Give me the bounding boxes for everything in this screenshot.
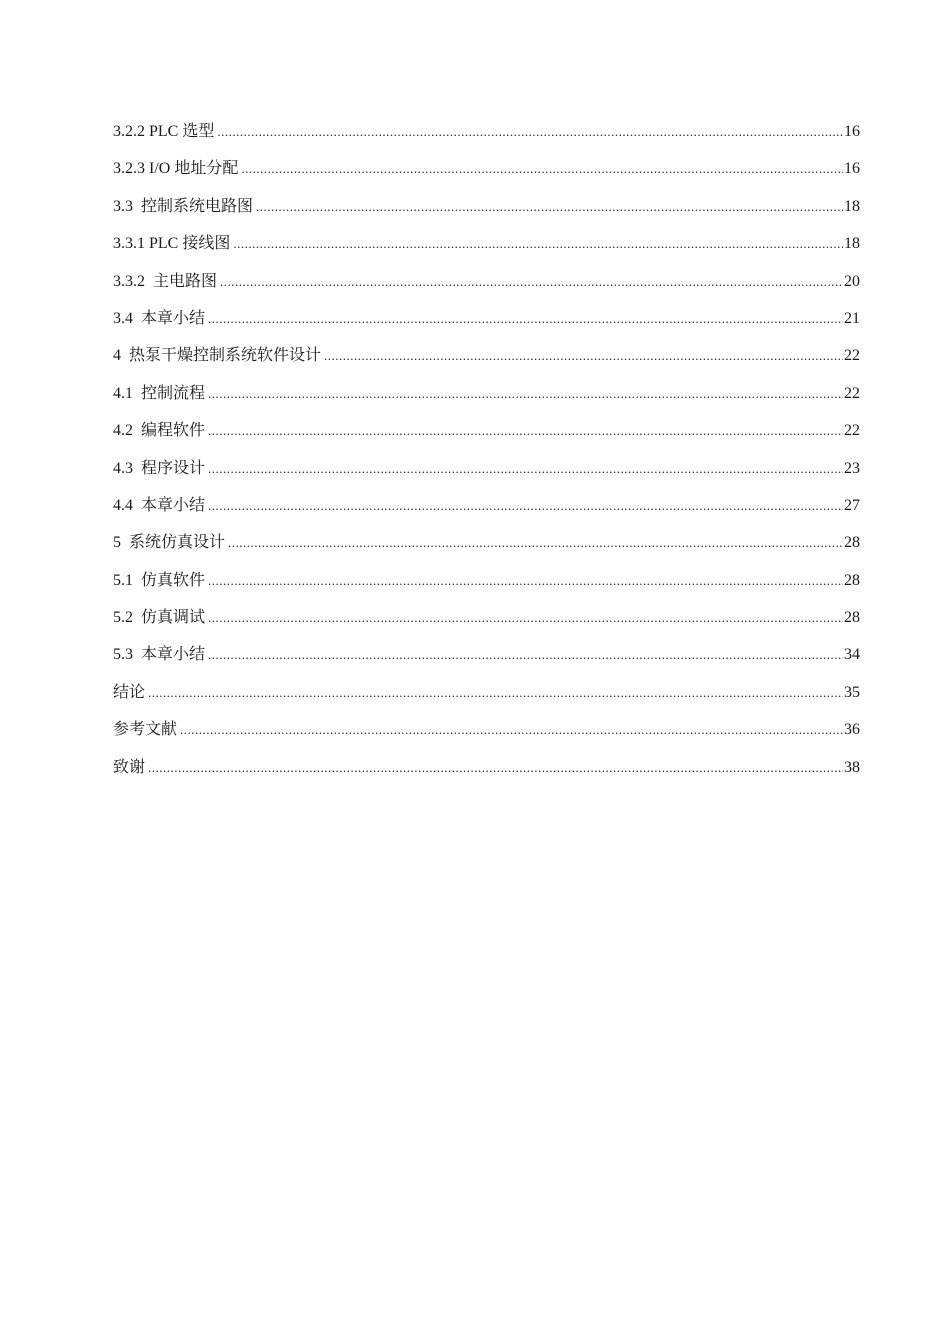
toc-entry-label: 3.3 控制系统电路图: [113, 197, 254, 215]
toc-entry-page: 27: [844, 496, 860, 514]
toc-entry-label: 3.4 本章小结: [113, 309, 206, 327]
toc-entry[interactable]: [113, 230, 860, 267]
table-of-contents: [113, 118, 860, 791]
toc-entry-page: 22: [844, 384, 860, 402]
toc-entry-page: 34: [844, 646, 860, 664]
toc-entry[interactable]: [113, 754, 860, 791]
toc-entry[interactable]: [113, 118, 860, 155]
toc-entry-label: 4.4 本章小结: [113, 496, 206, 514]
toc-entry-label: 4.3 程序设计: [113, 459, 206, 477]
toc-entry-page: 35: [844, 683, 860, 701]
toc-entry[interactable]: [113, 492, 860, 529]
toc-entry[interactable]: [113, 641, 860, 678]
toc-entry[interactable]: [113, 268, 860, 305]
toc-leader-dots: [208, 455, 843, 483]
toc-leader-dots: [324, 342, 843, 370]
toc-leader-dots: [180, 716, 843, 744]
toc-leader-dots: [208, 641, 843, 669]
toc-entry[interactable]: [113, 193, 860, 230]
toc-entry-label: 3.2.3 I/O 地址分配: [113, 160, 239, 178]
toc-entry-page: 38: [844, 758, 860, 776]
toc-entry[interactable]: [113, 380, 860, 417]
toc-entry-page: 28: [844, 609, 860, 627]
toc-leader-dots: [208, 417, 843, 445]
toc-leader-dots: [148, 679, 843, 707]
toc-leader-dots: [241, 155, 843, 183]
toc-entry[interactable]: [113, 305, 860, 342]
toc-leader-dots: [233, 230, 843, 258]
toc-entry-label: 4.1 控制流程: [113, 384, 206, 402]
toc-entry[interactable]: [113, 155, 860, 192]
toc-entry-page: 16: [844, 160, 860, 178]
toc-entry-label: 5 系统仿真设计: [113, 534, 226, 552]
toc-entry-page: 22: [844, 347, 860, 365]
toc-entry-page: 23: [844, 459, 860, 477]
toc-entry-label: 5.2 仿真调试: [113, 609, 206, 627]
toc-leader-dots: [208, 492, 843, 520]
toc-entry[interactable]: [113, 604, 860, 641]
toc-entry-page: 28: [844, 571, 860, 589]
toc-entry-label: 致谢: [113, 758, 146, 776]
toc-entry-page: 18: [844, 235, 860, 253]
toc-entry-label: 参考文献: [113, 721, 178, 739]
toc-leader-dots: [220, 268, 843, 296]
toc-entry-page: 16: [844, 123, 860, 140]
toc-leader-dots: [228, 529, 843, 557]
toc-entry-page: 36: [844, 721, 860, 739]
toc-leader-dots: [208, 380, 843, 408]
toc-entry[interactable]: [113, 679, 860, 716]
toc-entry-page: 18: [844, 197, 860, 215]
toc-entry-page: 22: [844, 422, 860, 440]
toc-leader-dots: [208, 604, 843, 632]
toc-entry-label: 4.2 编程软件: [113, 422, 206, 440]
toc-entry[interactable]: [113, 342, 860, 379]
toc-entry-page: 21: [844, 309, 860, 327]
toc-entry-label: 3.2.2 PLC 选型: [113, 123, 215, 140]
toc-leader-dots: [217, 118, 843, 146]
toc-leader-dots: [208, 305, 843, 333]
toc-entry-page: 28: [844, 534, 860, 552]
toc-entry-label: 结论: [113, 683, 146, 701]
toc-leader-dots: [148, 754, 843, 782]
toc-leader-dots: [208, 567, 843, 595]
toc-leader-dots: [256, 193, 843, 221]
toc-entry[interactable]: [113, 417, 860, 454]
toc-entry-label: 3.3.2 主电路图: [113, 272, 218, 290]
toc-entry-label: 5.1 仿真软件: [113, 571, 206, 589]
toc-entry-page: 20: [844, 272, 860, 290]
toc-entry-label: 4 热泵干燥控制系统软件设计: [113, 347, 322, 365]
toc-entry[interactable]: [113, 529, 860, 566]
toc-entry[interactable]: [113, 455, 860, 492]
toc-entry-label: 3.3.1 PLC 接线图: [113, 235, 231, 253]
toc-entry-label: 5.3 本章小结: [113, 646, 206, 664]
toc-entry[interactable]: [113, 716, 860, 753]
toc-entry[interactable]: [113, 567, 860, 604]
